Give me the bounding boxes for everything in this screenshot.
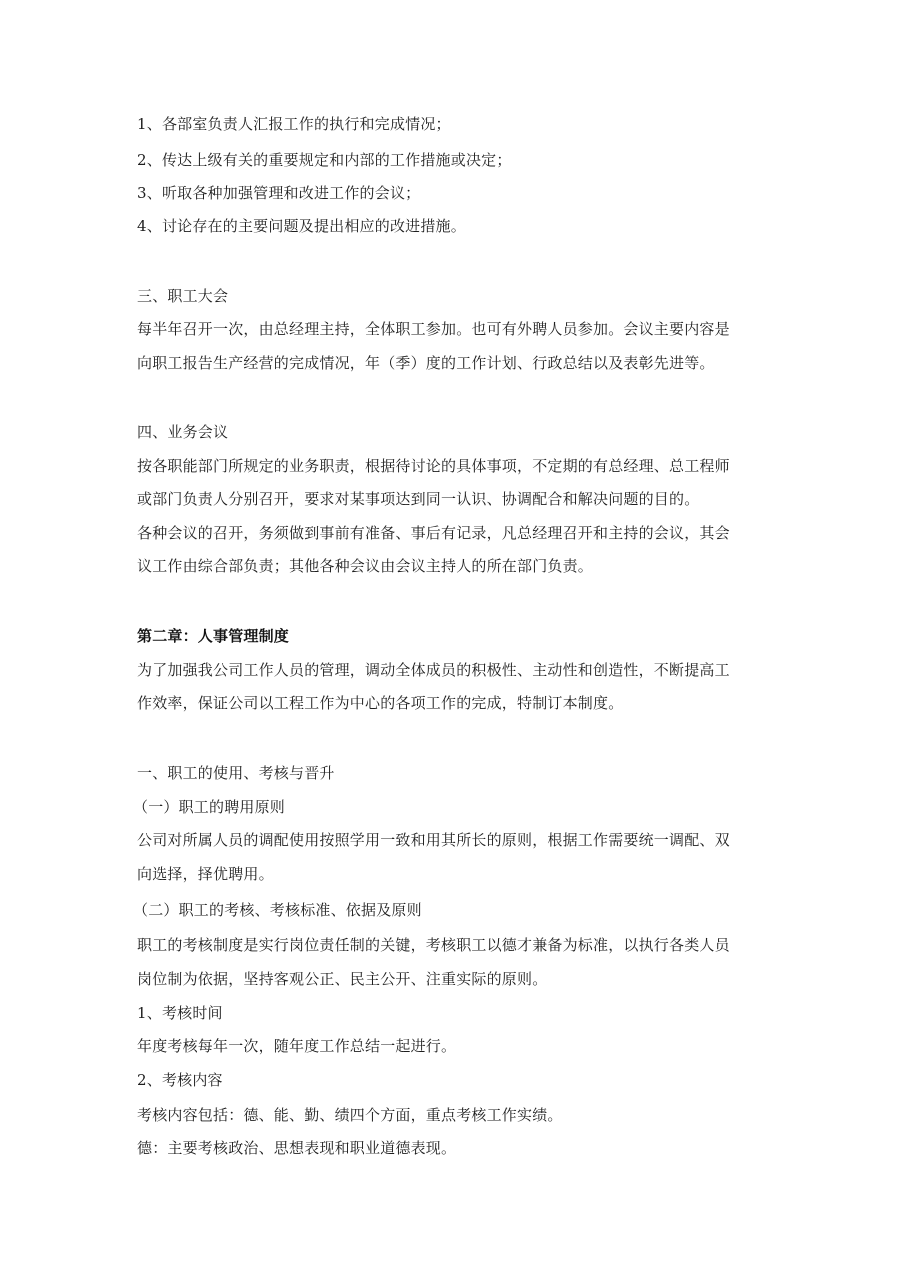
sub2-heading: （二）职工的考核、考核标准、依据及原则	[133, 901, 422, 919]
meeting-item: 3、听取各种加强管理和改进工作的会议；	[137, 184, 421, 202]
section4-paragraph-line: 或部门负责人分别召开，要求对某事项达到同一认识、协调配合和解决问题的目的。	[137, 490, 700, 508]
content-heading: 2、考核内容	[137, 1071, 223, 1089]
sub1-paragraph-line: 向选择，择优聘用。	[137, 865, 274, 883]
section4-paragraph-line: 各种会议的召开，务须做到事前有准备、事后有记录，凡总经理召开和主持的会议，其会	[137, 524, 730, 542]
time-text: 年度考核每年一次，随年度工作总结一起进行。	[137, 1037, 457, 1055]
chapter-intro-line: 作效率，保证公司以工程工作为中心的各项工作的完成，特制订本制度。	[137, 694, 624, 712]
part1-heading: 一、职工的使用、考核与晋升	[137, 764, 335, 782]
chapter-title: 第二章：人事管理制度	[137, 627, 290, 645]
meeting-item: 1、各部室负责人汇报工作的执行和完成情况；	[137, 115, 451, 133]
meeting-item: 4、讨论存在的主要问题及提出相应的改进措施。	[137, 217, 466, 235]
section3-paragraph-line: 向职工报告生产经营的完成情况，年（季）度的工作计划、行政总结以及表彰先进等。	[137, 354, 715, 372]
section4-paragraph-line: 按各职能部门所规定的业务职责，根据待讨论的具体事项，不定期的有总经理、总工程师	[137, 457, 730, 475]
meeting-item: 2、传达上级有关的重要规定和内部的工作措施或决定；	[137, 151, 512, 169]
content-text: 考核内容包括：德、能、勤、绩四个方面，重点考核工作实绩。	[137, 1106, 563, 1124]
sub1-paragraph-line: 公司对所属人员的调配使用按照学用一致和用其所长的原则，根据工作需要统一调配、双	[137, 831, 730, 849]
sub2-paragraph-line: 职工的考核制度是实行岗位责任制的关键，考核职工以德才兼备为标准，以执行各类人员	[137, 936, 730, 954]
sub1-heading: （一）职工的聘用原则	[133, 798, 286, 816]
section4-paragraph-line: 议工作由综合部负责；其他各种会议由会议主持人的所在部门负责。	[137, 557, 594, 575]
time-heading: 1、考核时间	[137, 1004, 223, 1022]
section3-paragraph-line: 每半年召开一次，由总经理主持，全体职工参加。也可有外聘人员参加。会议主要内容是	[137, 320, 730, 338]
chapter-intro-line: 为了加强我公司工作人员的管理，调动全体成员的积极性、主动性和创造性，不断提高工	[137, 661, 730, 679]
section3-heading: 三、职工大会	[137, 287, 229, 305]
sub2-paragraph-line: 岗位制为依据，坚持客观公正、民主公开、注重实际的原则。	[137, 970, 548, 988]
de-text: 德：主要考核政治、思想表现和职业道德表现。	[137, 1139, 457, 1157]
section4-heading: 四、业务会议	[137, 423, 229, 441]
